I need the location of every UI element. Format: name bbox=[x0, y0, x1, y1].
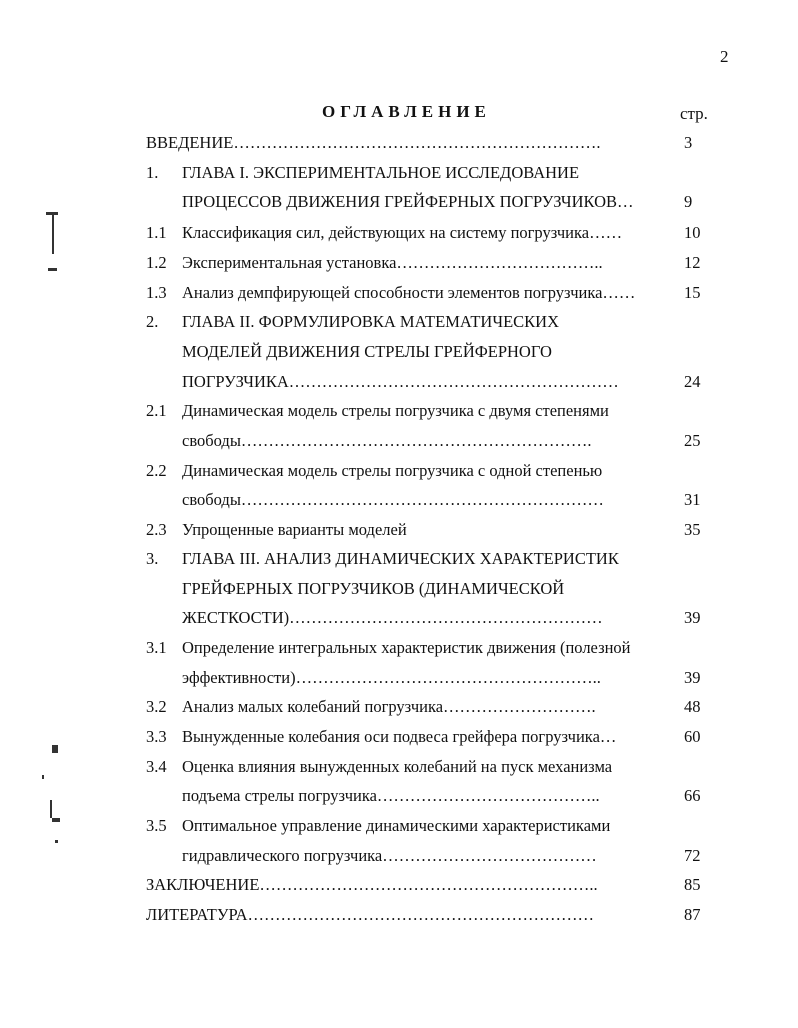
entry-title: Определение интегральных характеристик движения (полезной bbox=[182, 638, 631, 657]
entry-number: 3.4 bbox=[146, 757, 167, 776]
toc-entry bbox=[0, 340, 798, 364]
entry-title: ВВЕДЕНИЕ…………………………………………………………. bbox=[146, 133, 601, 152]
toc-entry bbox=[0, 399, 798, 423]
toc-entry bbox=[0, 814, 798, 838]
entry-page: 39 bbox=[684, 668, 701, 687]
entry-page: 60 bbox=[684, 727, 701, 746]
toc-entry bbox=[0, 903, 798, 927]
entry-page: 31 bbox=[684, 490, 701, 509]
toc-heading: ОГЛАВЛЕНИЕ bbox=[322, 102, 491, 121]
margin-mark bbox=[48, 268, 57, 271]
entry-title: эффективности)……………………………………………….. bbox=[182, 668, 601, 687]
entry-title: ГЛАВА II. ФОРМУЛИРОВКА МАТЕМАТИЧЕСКИХ bbox=[182, 312, 559, 331]
toc-entry bbox=[0, 606, 798, 630]
toc-entry bbox=[0, 873, 798, 897]
toc-entry bbox=[0, 844, 798, 868]
entry-number: 2.2 bbox=[146, 461, 167, 480]
margin-mark bbox=[52, 745, 58, 753]
margin-mark bbox=[50, 800, 52, 818]
toc-entry bbox=[0, 459, 798, 483]
entry-number: 3. bbox=[146, 549, 159, 568]
entry-title: Анализ малых колебаний погрузчика………………………. bbox=[182, 697, 596, 716]
entry-page: 24 bbox=[684, 372, 701, 391]
page-number: 2 bbox=[720, 47, 729, 66]
entry-title: ЖЕСТКОСТИ)………………………………………………… bbox=[182, 608, 603, 627]
toc-entry bbox=[0, 755, 798, 779]
entry-number: 1. bbox=[146, 163, 159, 182]
entry-title: Вынужденные колебания оси подвеса грейфера погрузчика… bbox=[182, 727, 617, 746]
entry-number: 1.1 bbox=[146, 223, 167, 242]
entry-page: 12 bbox=[684, 253, 701, 272]
margin-mark bbox=[52, 818, 60, 822]
entry-number: 3.1 bbox=[146, 638, 167, 657]
entry-title: свободы………………………………………………………. bbox=[182, 431, 592, 450]
entry-page: 9 bbox=[684, 192, 693, 211]
toc-entry bbox=[0, 281, 798, 305]
toc-entry bbox=[0, 131, 798, 155]
entry-title: ГРЕЙФЕРНЫХ ПОГРУЗЧИКОВ (ДИНАМИЧЕСКОЙ bbox=[182, 579, 565, 598]
toc-entry bbox=[0, 784, 798, 808]
toc-entry bbox=[0, 251, 798, 275]
toc-entry bbox=[0, 725, 798, 749]
entry-title: гидравлического погрузчика………………………………… bbox=[182, 846, 597, 865]
entry-title: ГЛАВА I. ЭКСПЕРИМЕНТАЛЬНОЕ ИССЛЕДОВАНИЕ bbox=[182, 163, 580, 182]
toc-entry bbox=[0, 547, 798, 571]
entry-page: 87 bbox=[684, 905, 701, 924]
entry-number: 1.3 bbox=[146, 283, 167, 302]
entry-title: Динамическая модель стрелы погрузчика с одной степенью bbox=[182, 461, 603, 480]
toc-entry bbox=[0, 161, 798, 185]
margin-mark bbox=[55, 840, 58, 843]
toc-entry bbox=[0, 488, 798, 512]
entry-title: Экспериментальная установка……………………………….. bbox=[182, 253, 603, 272]
toc-entry bbox=[0, 190, 798, 214]
entry-page: 48 bbox=[684, 697, 701, 716]
entry-page: 85 bbox=[684, 875, 701, 894]
entry-title: ПРОЦЕССОВ ДВИЖЕНИЯ ГРЕЙФЕРНЫХ ПОГРУЗЧИКОВ… bbox=[182, 192, 634, 211]
entry-title: Упрощенные варианты моделей bbox=[182, 520, 407, 539]
toc-entry bbox=[0, 221, 798, 245]
toc-entry bbox=[0, 666, 798, 690]
entry-number: 3.2 bbox=[146, 697, 167, 716]
page-column-header: стр. bbox=[680, 104, 708, 123]
entry-title: ЗАКЛЮЧЕНИЕ…………………………………………………….. bbox=[146, 875, 598, 894]
entry-number: 2. bbox=[146, 312, 159, 331]
entry-page: 15 bbox=[684, 283, 701, 302]
entry-page: 35 bbox=[684, 520, 701, 539]
toc-entry bbox=[0, 429, 798, 453]
entry-number: 3.5 bbox=[146, 816, 167, 835]
toc-entry bbox=[0, 310, 798, 334]
margin-mark bbox=[52, 214, 54, 254]
entry-number: 3.3 bbox=[146, 727, 167, 746]
entry-title: ПОГРУЗЧИКА…………………………………………………… bbox=[182, 372, 619, 391]
entry-title: МОДЕЛЕЙ ДВИЖЕНИЯ СТРЕЛЫ ГРЕЙФЕРНОГО bbox=[182, 342, 552, 361]
entry-page: 3 bbox=[684, 133, 693, 152]
entry-page: 72 bbox=[684, 846, 701, 865]
entry-title: Анализ демпфирующей способности элементов погрузчика…… bbox=[182, 283, 636, 302]
entry-title: свободы………………………………………………………… bbox=[182, 490, 604, 509]
toc-entry bbox=[0, 636, 798, 660]
entry-title: ГЛАВА III. АНАЛИЗ ДИНАМИЧЕСКИХ ХАРАКТЕРИСТИК bbox=[182, 549, 619, 568]
toc-entry bbox=[0, 695, 798, 719]
margin-mark bbox=[42, 775, 44, 779]
entry-number: 2.1 bbox=[146, 401, 167, 420]
entry-number: 1.2 bbox=[146, 253, 167, 272]
entry-page: 66 bbox=[684, 786, 701, 805]
entry-title: Оценка влияния вынужденных колебаний на пуск механизма bbox=[182, 757, 613, 776]
entry-title: Оптимальное управление динамическими характеристиками bbox=[182, 816, 611, 835]
entry-title: ЛИТЕРАТУРА……………………………………………………… bbox=[146, 905, 595, 924]
margin-mark bbox=[46, 212, 58, 215]
entry-title: Динамическая модель стрелы погрузчика с двумя степенями bbox=[182, 401, 609, 420]
entry-page: 25 bbox=[684, 431, 701, 450]
entry-page: 10 bbox=[684, 223, 701, 242]
entry-title: подъема стрелы погрузчика………………………………….. bbox=[182, 786, 600, 805]
entry-number: 2.3 bbox=[146, 520, 167, 539]
toc-entry bbox=[0, 370, 798, 394]
toc-entry bbox=[0, 518, 798, 542]
entry-page: 39 bbox=[684, 608, 701, 627]
entry-title: Классификация сил, действующих на систему погрузчика…… bbox=[182, 223, 623, 242]
toc-entry bbox=[0, 577, 798, 601]
